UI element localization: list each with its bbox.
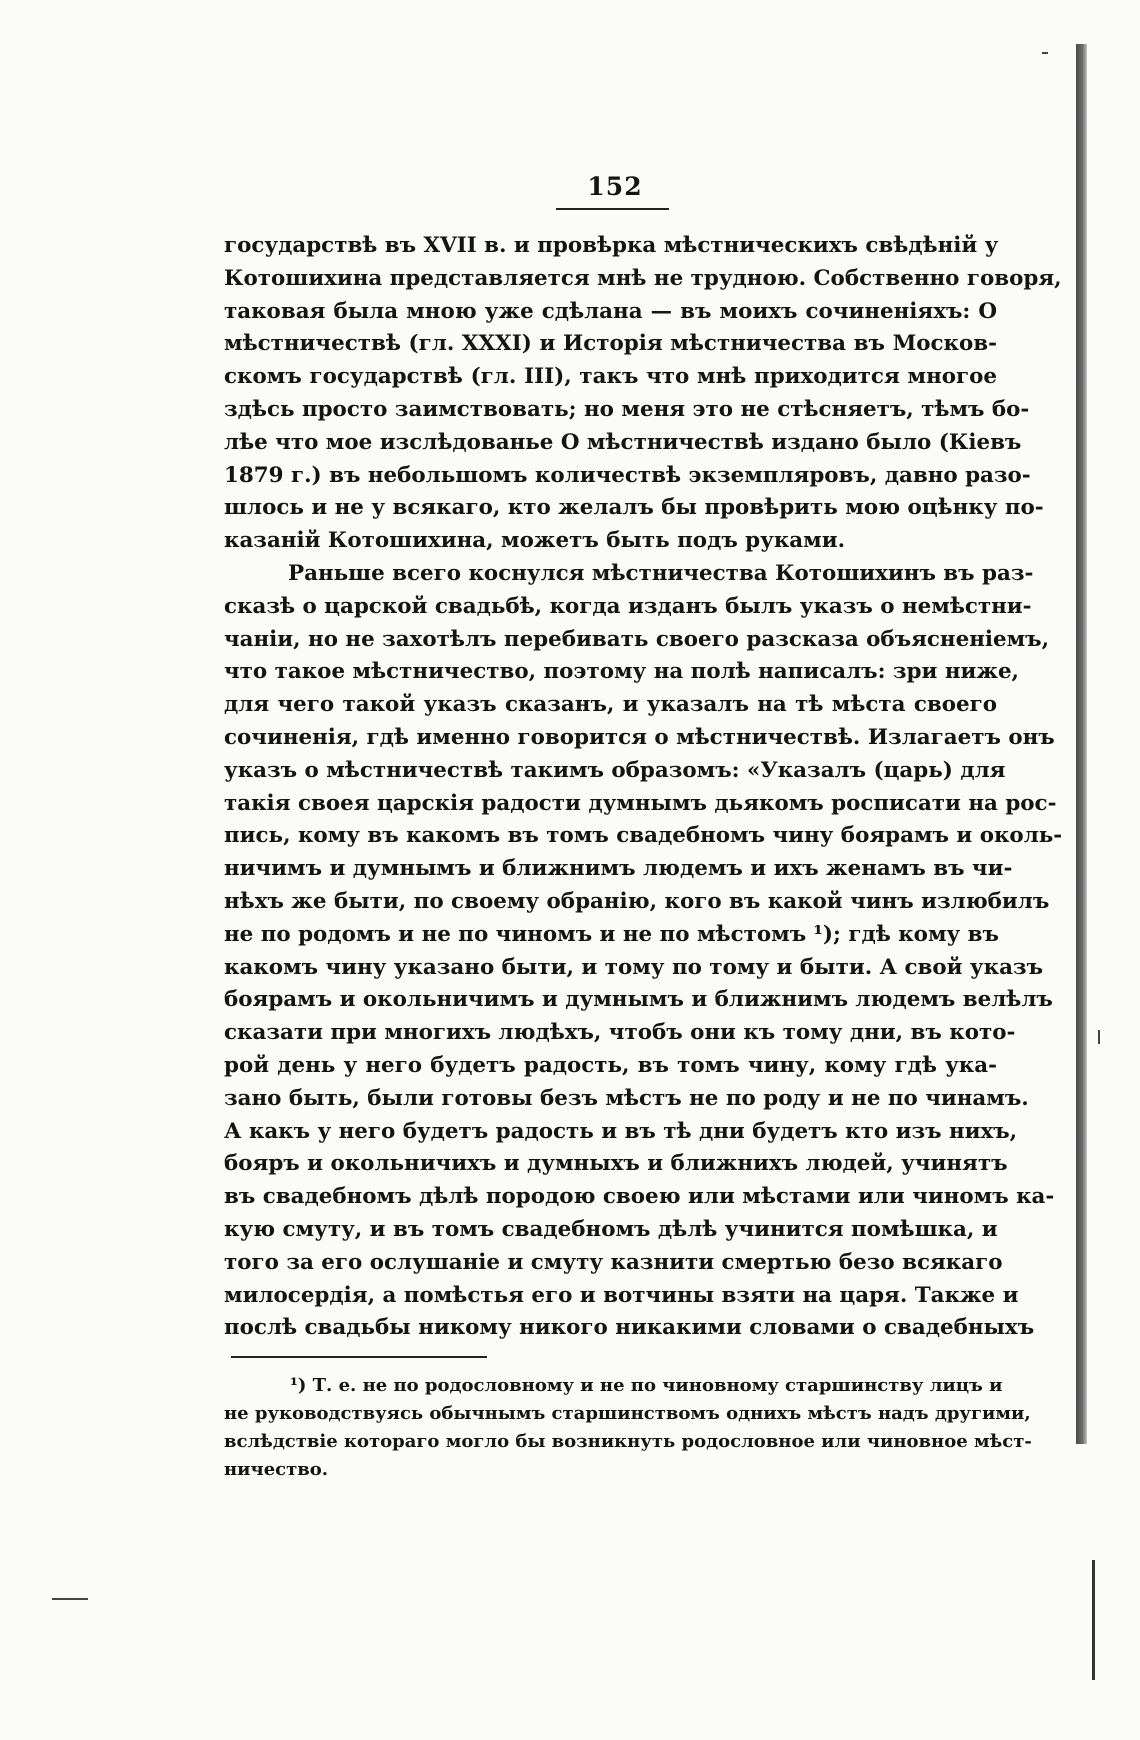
text-line: чаніи, но не захотѣлъ перебивать своего разсказа объясненіемъ, (224, 626, 1050, 652)
text-line: шлось и не у всякаго, кто желалъ бы провѣрить мою оцѣнку по- (224, 495, 1044, 521)
text-line: казаній Котошихина, можетъ быть подъ руками. (224, 528, 846, 554)
text-line: государствѣ въ XVII в. и провѣрка мѣстническихъ свѣдѣній у (224, 233, 999, 258)
text-line: милосердія, а помѣстья его и вотчины взяти на царя. Также и (224, 1282, 1019, 1308)
scan-page-edge-lower (1092, 1560, 1095, 1680)
text-line: такія своея царскія радости думнымъ дьякомъ росписати на рос- (224, 790, 1057, 816)
text-line: скомъ государствѣ (гл. III), такъ что мнѣ приходится многое (224, 364, 997, 390)
text-line: пись, кому въ какомъ въ томъ свадебномъ чину боярамъ и околь- (224, 823, 1063, 849)
text-line: указъ о мѣстничествѣ такимъ образомъ: «Указалъ (царь) для (224, 757, 1006, 783)
text-line: послѣ свадьбы никому никого никакими словами о свадебныхъ (224, 1315, 1035, 1341)
scan-speck (52, 1598, 88, 1600)
text-line: кую смуту, и въ томъ свадебномъ дѣлѣ учинится помѣшка, и (224, 1216, 998, 1242)
footnote-line: не руководствуясь обычнымъ старшинствомъ однихъ мѣстъ надъ другими, (224, 1403, 1031, 1424)
text-line: бояръ и окольничихъ и думныхъ и ближнихъ людей, учинятъ (224, 1151, 1008, 1177)
text-line: Котошихина представляется мнѣ не трудною. Собственно говоря, (224, 265, 1062, 291)
text-line: сказѣ о царской свадьбѣ, когда изданъ былъ указъ о немѣстни- (224, 593, 1032, 619)
text-line: А какъ у него будетъ радость и въ тѣ дни будетъ кто изъ нихъ, (224, 1118, 1018, 1144)
footnote-line: ¹) Т. е. не по родословному и не по чиновному старшинству лицъ и (290, 1375, 1003, 1396)
text-line: сказати при многихъ людѣхъ, чтобъ они къ тому дни, въ кото- (224, 1020, 1016, 1046)
page-number-rule (556, 208, 669, 210)
text-line: мѣстничествѣ (гл. XXXI) и Исторія мѣстничества въ Москов- (224, 331, 997, 357)
footnote-line: ничество. (224, 1459, 329, 1480)
text-line: ничимъ и думнымъ и ближнимъ людемъ и ихъ женамъ въ чи- (224, 856, 1013, 882)
scan-page-edge (1076, 44, 1087, 1444)
text-line: зано быть, были готовы безъ мѣстъ не по роду и не по чинамъ. (224, 1085, 1029, 1111)
text-line: боярамъ и окольничимъ и думнымъ и ближнимъ людемъ велѣлъ (224, 987, 1053, 1013)
text-line: рой день у него будетъ радость, въ томъ чину, кому гдѣ ука- (224, 1052, 997, 1078)
main-text (224, 230, 1063, 1345)
text-line: что такое мѣстничество, поэтому на полѣ написалъ: зри ниже, (224, 659, 1020, 685)
text-line: 1879 г.) въ небольшомъ количествѣ экземпляровъ, давно разо- (224, 462, 1031, 488)
scan-speck (1042, 52, 1048, 54)
text-line: нѣхъ же быти, по своему обранію, кого въ какой чинъ излюбилъ (224, 888, 1050, 914)
page-number: 152 (587, 172, 643, 201)
scan-speck (1098, 1030, 1100, 1044)
text-line: лѣе что мое изслѣдованье О мѣстничествѣ издано было (Кіевъ (224, 429, 1022, 455)
footnote-separator (231, 1356, 487, 1358)
text-line: въ свадебномъ дѣлѣ породою своею или мѣстами или чиномъ ка- (224, 1184, 1055, 1210)
text-line: сочиненія, гдѣ именно говорится о мѣстничествѣ. Излагаетъ онъ (224, 724, 1055, 750)
text-line: того за его ослушаніе и смуту казнити смертью безо всякаго (224, 1249, 1003, 1275)
text-line: здѣсь просто заимствовать; но меня это не стѣсняетъ, тѣмъ бо- (224, 396, 1030, 422)
text-line: для чего такой указъ сказанъ, и указалъ на тѣ мѣста своего (224, 692, 997, 718)
footnote-line: вслѣдствіе котораго могло бы возникнуть родословное или чиновное мѣст- (224, 1431, 1032, 1452)
footnote (224, 1372, 1032, 1484)
text-line: не по родомъ и не по чиномъ и не по мѣстомъ ¹); гдѣ кому въ (224, 921, 999, 947)
text-line: Раньше всего коснулся мѣстничества Котошихинъ въ раз- (288, 560, 1034, 586)
text-line: какомъ чину указано быти, и тому по тому и быти. А свой указъ (224, 954, 1043, 980)
text-line: таковая была мною уже сдѣлана — въ моихъ сочиненіяхъ: О (224, 298, 997, 324)
